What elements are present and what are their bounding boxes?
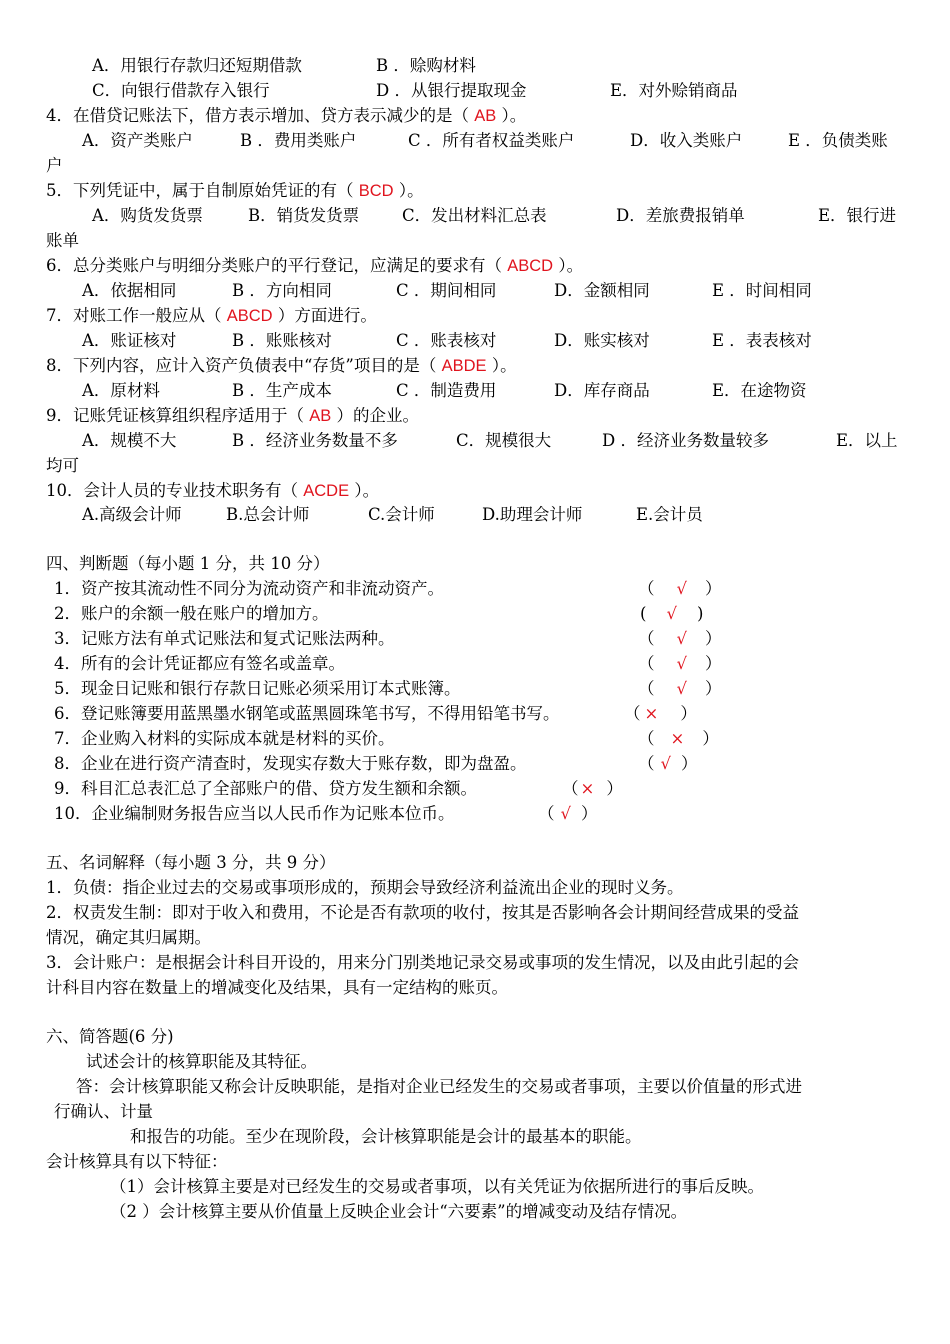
q4-option-c: C ．所有者权益类账户 xyxy=(408,131,575,150)
judgment-answer-8: （ √ ） xyxy=(638,754,698,773)
short-answer-heading: 六、简答题(6 分) xyxy=(46,1027,174,1046)
q5-option-e: E．银行进 xyxy=(818,206,897,225)
answer-q7: ABCD xyxy=(226,307,273,325)
q8-option-c: C ．制造费用 xyxy=(396,381,497,400)
short-answer-line2: 行确认、计量 xyxy=(54,1102,153,1121)
q7-option-a: A．账证核对 xyxy=(82,331,177,350)
judgment-item-3: 3．记账方法有单式记账法和复式记账法两种。 xyxy=(54,629,395,648)
q10-option-e: E.会计员 xyxy=(636,505,703,524)
q4-wrap: 户 xyxy=(46,156,63,175)
q5-wrap: 账单 xyxy=(46,231,79,250)
feature-2: （2 ）会计核算主要从价值量上反映企业会计“六要素”的增减变动及结存情况。 xyxy=(110,1202,688,1221)
judgment-item-4: 4．所有的会计凭证都应有签名或盖章。 xyxy=(54,654,345,673)
judgment-answer-2: ( √ ) xyxy=(640,604,704,623)
q10-option-a: A.高级会计师 xyxy=(82,505,182,524)
answer-q8: ABDE xyxy=(441,357,487,375)
judgment-item-8: 8．企业在进行资产清查时，发现实存数大于账存数，即为盘盈。 xyxy=(54,754,527,773)
features-intro: 会计核算具有以下特征： xyxy=(46,1152,228,1171)
judgment-item-7: 7．企业购入材料的实际成本就是材料的买价。 xyxy=(54,729,395,748)
q9-wrap: 均可 xyxy=(46,456,79,475)
q7-option-b: B ．账账核对 xyxy=(232,331,332,350)
judgment-answer-4: （ √ ） xyxy=(638,654,722,673)
q4-option-e: E ．负债类账 xyxy=(788,131,888,150)
judgment-item-6: 6．登记账簿要用蓝黑墨水钢笔或蓝黑圆珠笔书写，不得用铅笔书写。 xyxy=(54,704,560,723)
question-8: 8．下列内容，应计入资产负债表中“存货”项目的是（ ABDE ）。 xyxy=(46,356,517,375)
q10-option-b: B.总会计师 xyxy=(226,505,310,524)
short-answer-line3: 和报告的功能。至少在现阶段，会计核算职能是会计的最基本的职能。 xyxy=(130,1127,642,1146)
q3-option-c: C．向银行借款存入银行 xyxy=(92,81,270,100)
q10-option-c: C.会计师 xyxy=(368,505,435,524)
answer-q6: ABCD xyxy=(507,257,554,275)
answer-q5: BCD xyxy=(358,182,394,200)
q4-option-b: B ．费用类账户 xyxy=(240,131,357,150)
answer-q9: AB xyxy=(309,407,332,425)
q6-option-a: A．依据相同 xyxy=(82,281,177,300)
question-10: 10．会计人员的专业技术职务有（ ACDE ）。 xyxy=(46,481,380,500)
q7-option-e: E ．表表核对 xyxy=(712,331,812,350)
q3-option-e: E．对外赊销商品 xyxy=(610,81,738,100)
q10-option-d: D.助理会计师 xyxy=(482,505,583,524)
terms-heading: 五、名词解释（每小题 3 分，共 9 分） xyxy=(46,853,336,872)
q3-option-a: A．用银行存款归还短期借款 xyxy=(92,56,302,75)
q9-option-b: B ．经济业务数量不多 xyxy=(232,431,398,450)
q8-option-b: B ．生产成本 xyxy=(232,381,332,400)
judgment-answer-5: （ √ ） xyxy=(638,679,722,698)
judgment-item-9: 9．科目汇总表汇总了全部账户的借、贷方发生额和余额。 xyxy=(54,779,477,798)
judgment-item-1: 1．资产按其流动性不同分为流动资产和非流动资产。 xyxy=(54,579,444,598)
q7-option-d: D．账实核对 xyxy=(554,331,650,350)
question-5: 5．下列凭证中，属于自制原始凭证的有（ BCD ）。 xyxy=(46,181,424,200)
term-2-line1: 2．权责发生制：即对于收入和费用，不论是否有款项的收付，按其是否影响各会计期间经营成果的受益 xyxy=(46,903,799,922)
q6-option-e: E ．时间相同 xyxy=(712,281,812,300)
question-7: 7．对账工作一般应从（ ABCD ）方面进行。 xyxy=(46,306,377,325)
judgment-item-2: 2．账户的余额一般在账户的增加方。 xyxy=(54,604,329,623)
judgment-item-5: 5．现金日记账和银行存款日记账必须采用订本式账簿。 xyxy=(54,679,461,698)
q8-option-d: D．库存商品 xyxy=(554,381,650,400)
q3-option-d: D ．从银行提取现金 xyxy=(376,81,527,100)
term-3-line2: 计科目内容在数量上的增减变化及结果，具有一定结构的账页。 xyxy=(46,978,508,997)
q5-option-b: B．销货发货票 xyxy=(248,206,360,225)
q6-option-b: B ．方向相同 xyxy=(232,281,332,300)
feature-1: （1）会计核算主要是对已经发生的交易或者事项，以有关凭证为依据所进行的事后反映。 xyxy=(110,1177,764,1196)
q4-option-a: A．资产类账户 xyxy=(82,131,193,150)
judgment-answer-1: （ √ ） xyxy=(638,579,722,598)
judgment-answer-10: （ √ ） xyxy=(538,804,598,823)
answer-q10: ACDE xyxy=(303,482,350,500)
judgment-heading: 四、判断题（每小题 1 分，共 10 分） xyxy=(46,554,330,573)
q8-option-a: A．原材料 xyxy=(82,381,160,400)
question-6: 6．总分类账户与明细分类账户的平行登记，应满足的要求有（ ABCD ）。 xyxy=(46,256,584,275)
q7-option-c: C ．账表核对 xyxy=(396,331,497,350)
q9-option-e: E．以上 xyxy=(836,431,898,450)
short-answer-line1: 答：会计核算职能又称会计反映职能，是指对企业已经发生的交易或者事项，主要以价值量的形式进 xyxy=(76,1077,802,1096)
judgment-answer-6: （ × ） xyxy=(624,704,697,723)
q6-option-c: C ．期间相同 xyxy=(396,281,497,300)
judgment-item-10: 10．企业编制财务报告应当以人民币作为记账本位币。 xyxy=(54,804,455,823)
term-1: 1．负债：指企业过去的交易或事项形成的，预期会导致经济利益流出企业的现时义务。 xyxy=(46,878,684,897)
answer-q4: AB xyxy=(474,107,497,125)
q9-option-c: C．规模很大 xyxy=(456,431,552,450)
judgment-answer-9: （ × ） xyxy=(562,779,623,798)
q5-option-a: A．购货发货票 xyxy=(92,206,203,225)
question-4: 4．在借贷记账法下，借方表示增加、贷方表示减少的是（ AB ）。 xyxy=(46,106,527,125)
q9-option-d: D ．经济业务数量较多 xyxy=(602,431,769,450)
q5-option-c: C．发出材料汇总表 xyxy=(402,206,547,225)
judgment-answer-3: （ √ ） xyxy=(638,629,722,648)
q5-option-d: D．差旅费报销单 xyxy=(616,206,745,225)
q4-option-d: D．收入类账户 xyxy=(630,131,743,150)
q9-option-a: A．规模不大 xyxy=(82,431,177,450)
q8-option-e: E．在途物资 xyxy=(712,381,807,400)
q6-option-d: D．金额相同 xyxy=(554,281,650,300)
question-9: 9．记账凭证核算组织程序适用于（ AB ）的企业。 xyxy=(46,406,420,425)
short-answer-question: 试述会计的核算职能及其特征。 xyxy=(86,1052,317,1071)
term-3-line1: 3．会计账户：是根据会计科目开设的，用来分门别类地记录交易或事项的发生情况，以及由此引起的会 xyxy=(46,953,799,972)
judgment-answer-7: （ × ） xyxy=(638,729,719,748)
term-2-line2: 情况，确定其归属期。 xyxy=(46,928,211,947)
q3-option-b: B ．赊购材料 xyxy=(376,56,476,75)
